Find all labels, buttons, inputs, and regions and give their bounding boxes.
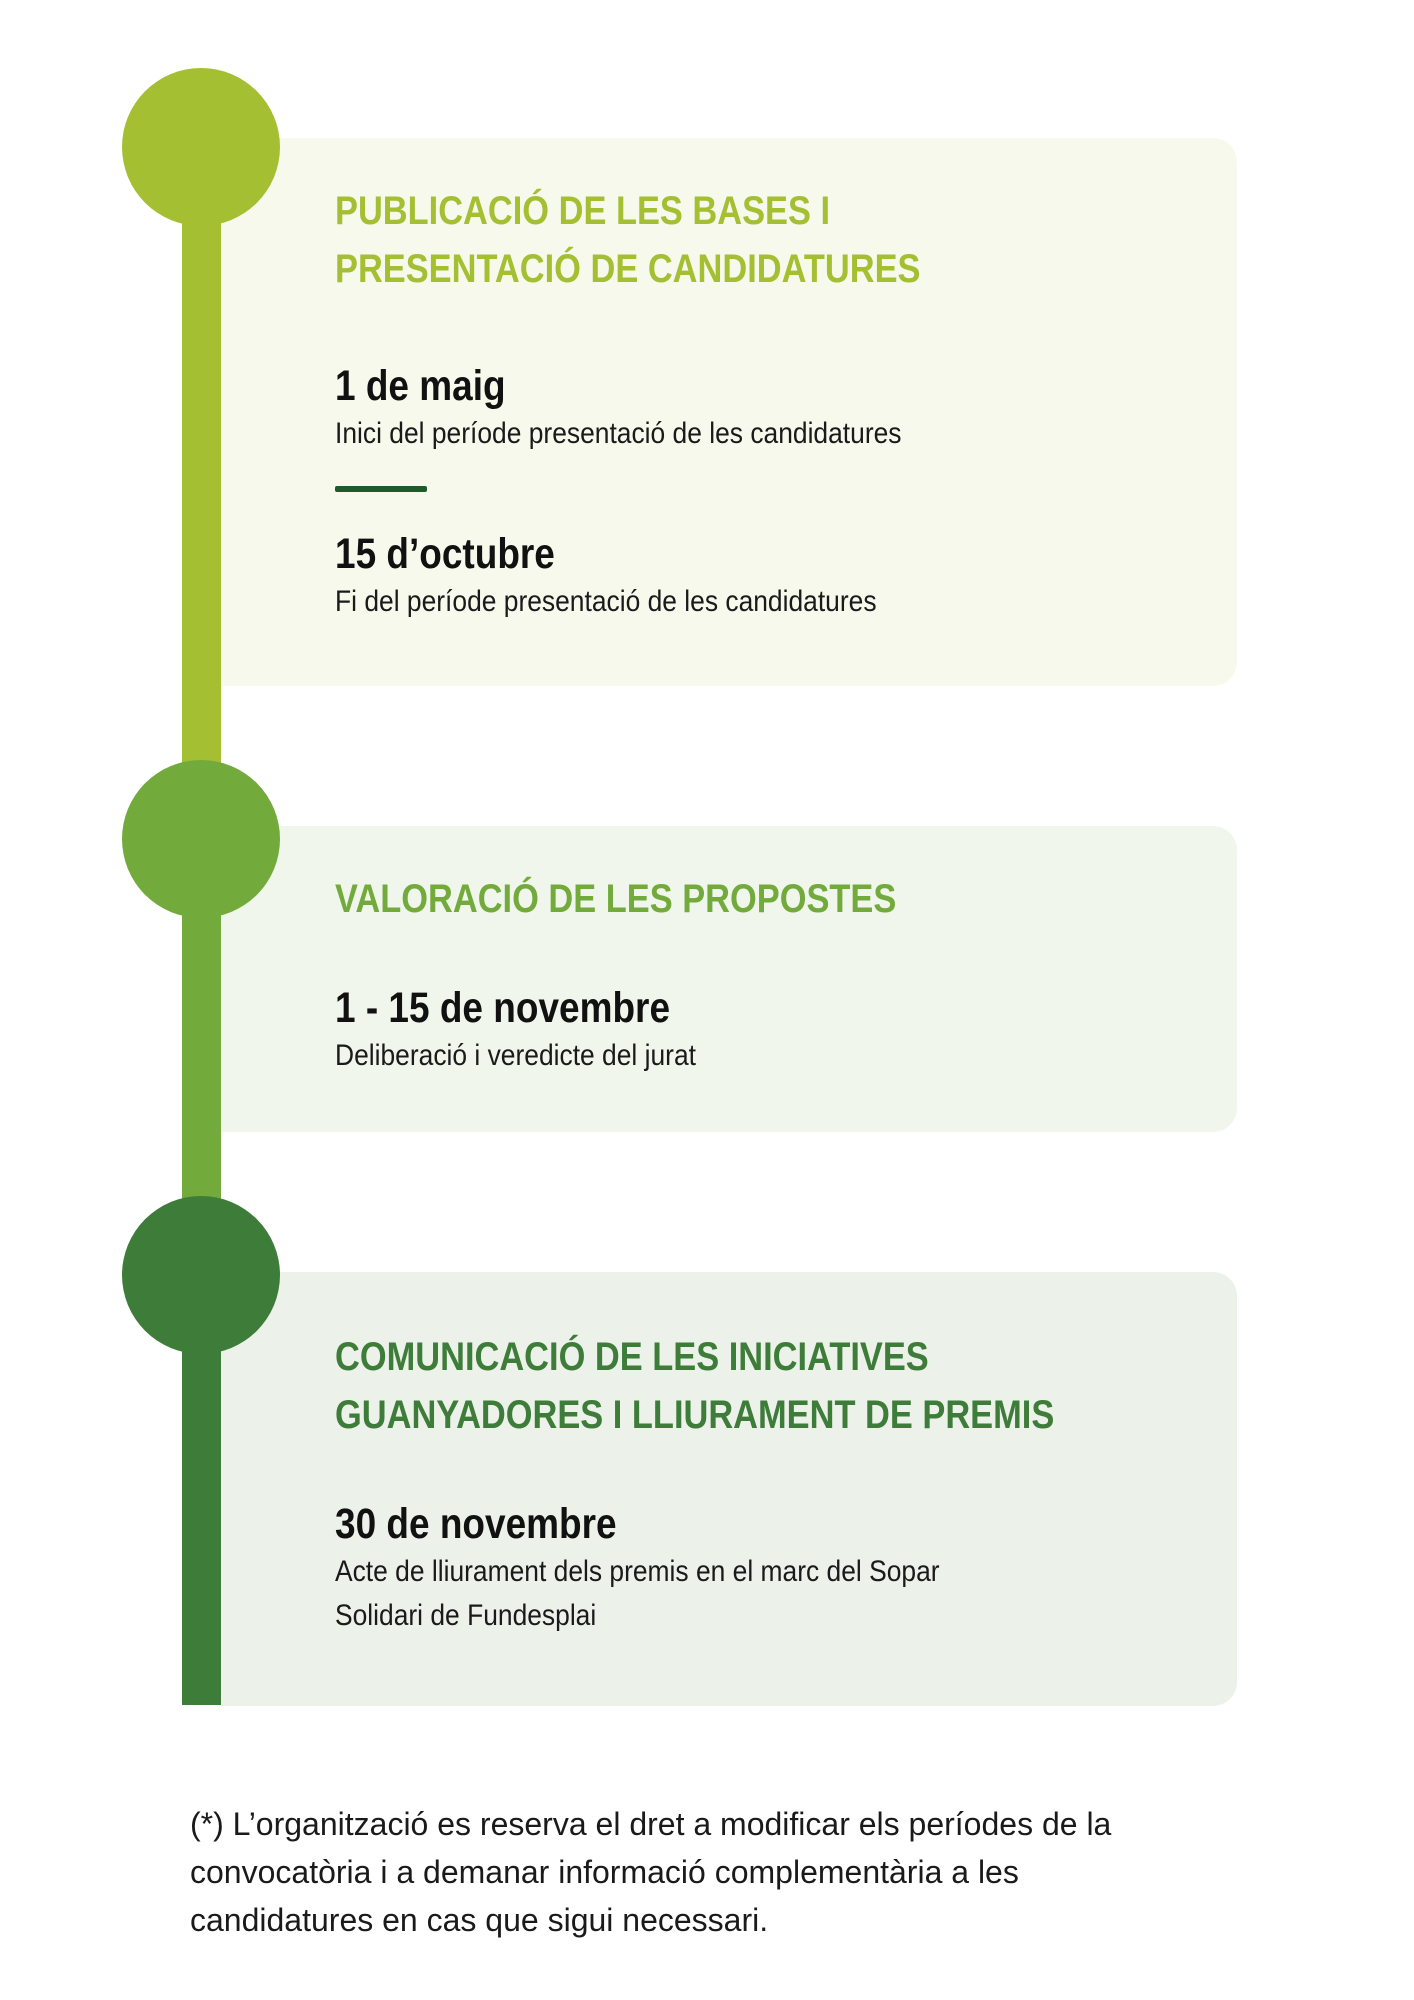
timeline-bar-stage-1 (182, 200, 221, 770)
stage-card-1 (221, 138, 1237, 686)
timeline-circle-stage-3 (122, 1196, 280, 1354)
stage-description: Fi del període presentació de les candidatures (335, 585, 877, 618)
stage-card-2 (221, 826, 1237, 1132)
timeline-circle-stage-2 (122, 760, 280, 918)
stage-description: Inici del període presentació de les candidatures (335, 417, 902, 450)
stage-date: 1 de maig (335, 362, 506, 410)
stage-date: 1 - 15 de novembre (335, 984, 671, 1032)
stage-date: 15 d’octubre (335, 530, 555, 578)
stage-title: VALORACIÓ DE LES PROPOSTES (335, 877, 897, 921)
stage-title: COMUNICACIÓ DE LES INICIATIVES GUANYADORES I LLIURAMENT DE PREMIS (335, 1335, 1055, 1437)
timeline-circle-stage-1 (122, 68, 280, 226)
stage-title: PUBLICACIÓ DE LES BASES I PRESENTACIÓ DE CANDIDATURES (335, 189, 921, 291)
stage-description: Acte de lliurament dels premis en el marc del Sopar (335, 1555, 940, 1588)
footnote: (*) L’organització es reserva el dret a modificar els períodes de la convocatòria i a demanar informació complementària a les candidatures en cas que sigui necessari. (190, 1806, 1112, 1938)
stage-description: Deliberació i veredicte del jurat (335, 1039, 696, 1072)
stage-date: 30 de novembre (335, 1500, 617, 1548)
stage-description: Solidari de Fundesplai (335, 1599, 597, 1632)
stage-card-3 (221, 1272, 1237, 1706)
